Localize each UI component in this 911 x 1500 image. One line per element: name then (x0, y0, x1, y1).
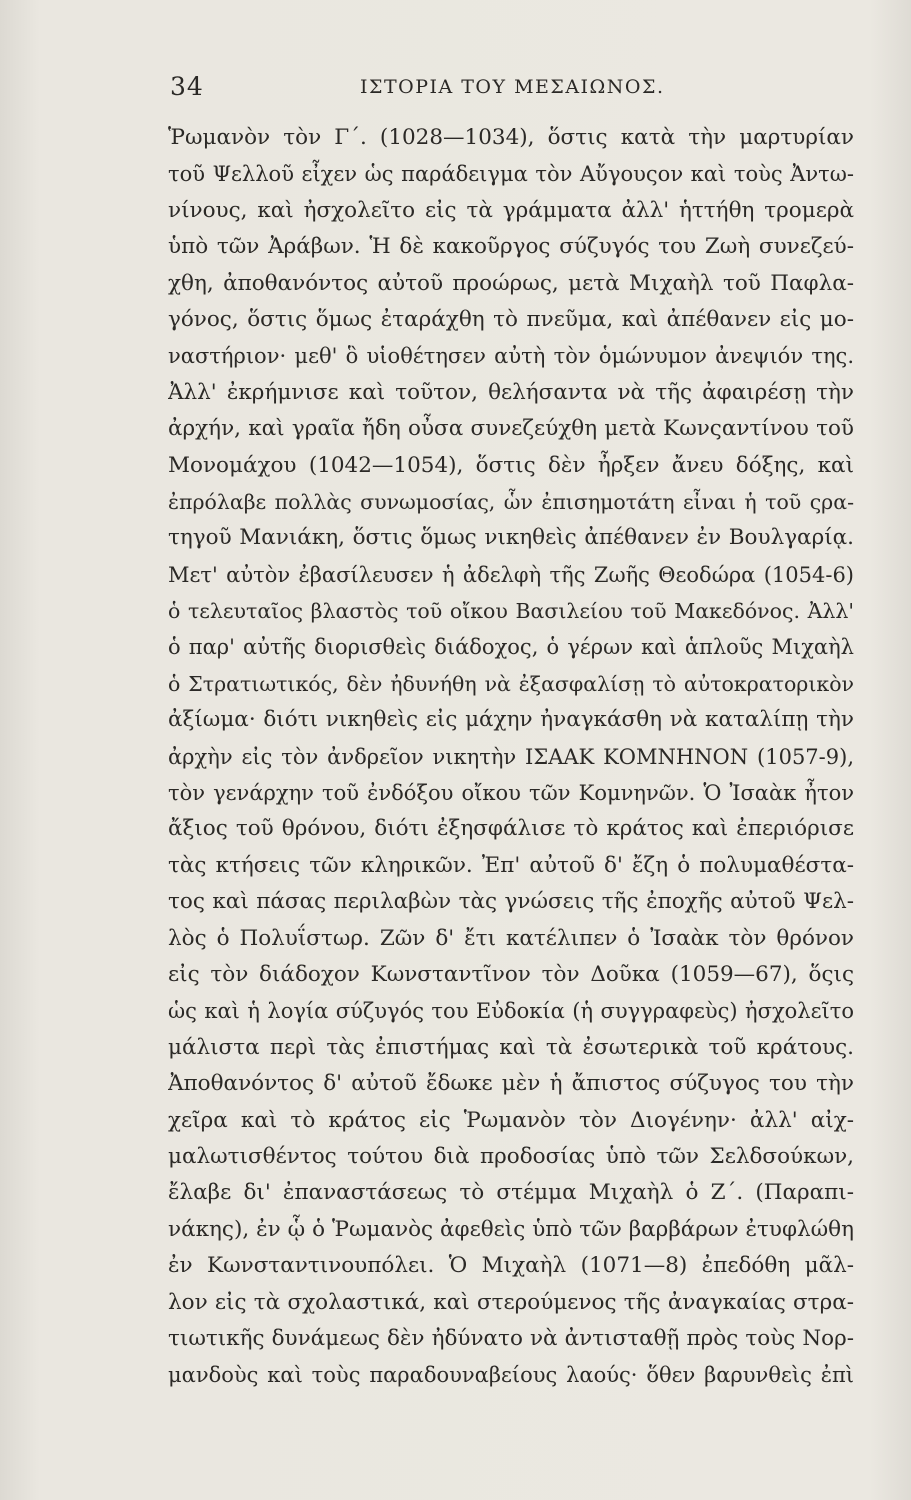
body-text (168, 120, 854, 1394)
text-line: λον εἰς τὰ σχολαστικά, καὶ στερούμενος τῆς ἀναγκαίας στρα- (168, 1289, 854, 1315)
text-line: ἀξίωμα· διότι νικηθεὶς εἰς μάχην ἠναγκάσθη νὰ καταλίπῃ τὴν (168, 707, 854, 733)
text-line: ἄξιος τοῦ θρόνου, διότι ἐξησφάλισε τὸ κράτος καὶ ἐπεριόρισε (168, 816, 854, 842)
text-line: τιωτικῆς δυνάμεως δὲν ἠδύνατο νὰ ἀντισταθῇ πρὸς τοὺς Νορ- (168, 1325, 854, 1351)
text-line: γόνος, ὅστις ὅμως ἐταράχθη τὸ πνεῦμα, καὶ ἀπέθανεν εἰς μο- (168, 306, 854, 332)
text-line: Ῥωμανὸν τὸν Γ΄. (1028—1034), ὅστις κατὰ τὴν μαρτυρίαν (168, 125, 854, 150)
text-line: τος καὶ πάσας περιλαβὼν τὰς γνώσεις τῆς ἐποχῆς αὐτοῦ Ψελ- (168, 889, 854, 915)
text-line: ἀρχήν, καὶ γραῖα ἤδη οὖσα συνεζεύχθη μετὰ Κωνςαντίνου τοῦ (168, 416, 854, 442)
text-line: νίνους, καὶ ἠσχολεῖτο εἰς τὰ γράμματα ἀλλ' ἡττήθη τρομερὰ (168, 197, 854, 223)
text-line: μάλιστα περὶ τὰς ἐπιστήμας καὶ τὰ ἐσωτερικὰ τοῦ κράτους. (168, 1034, 854, 1060)
text-line: ὡς καὶ ἡ λογία σύζυγός του Εὐδοκία (ἡ συγγραφεὺς) ἠσχολεῖτο (168, 999, 854, 1024)
text-line: ναστήριον· μεθ' ὃ υἱοθέτησεν αὐτὴ τὸν ὁμώνυμον ἀνεψιόν της. (168, 344, 854, 369)
page-number: 34 (170, 72, 204, 101)
text-line: ἐν Κωνσταντινουπόλει. Ὁ Μιχαὴλ (1071—8) ἐπεδόθη μᾶλ- (168, 1253, 854, 1279)
text-line: ὁ παρ' αὐτῆς διορισθεὶς διάδοχος, ὁ γέρων καὶ ἁπλοῦς Μιχαὴλ (168, 635, 854, 660)
text-line: τὰς κτήσεις τῶν κληρικῶν. Ἐπ' αὐτοῦ δ' ἔζη ὁ πολυμαθέστα- (168, 852, 854, 878)
text-line: χθη, ἀποθανόντος αὐτοῦ προώρως, μετὰ Μιχαὴλ τοῦ Παφλα- (168, 270, 854, 296)
text-line: ἔλαβε δι' ἐπαναστάσεως τὸ στέμμα Μιχαὴλ ὁ Ζ΄. (Παραπι- (168, 1180, 854, 1206)
text-line: ὁ Στρατιωτικός, δὲν ἠδυνήθη νὰ ἐξασφαλίσῃ τὸ αὐτοκρατορικὸν (168, 671, 854, 696)
text-line: Μονομάχου (1042—1054), ὅστις δὲν ἦρξεν ἄνευ δόξης, καὶ (168, 452, 854, 478)
text-line: Ἀποθανόντος δ' αὐτοῦ ἔδωκε μὲν ἡ ἄπιστος σύζυγος του τὴν (168, 1071, 854, 1097)
text-line: εἰς τὸν διάδοχον Κωνσταντῖνον τὸν Δοῦκα (1059—67), ὅςις (168, 961, 854, 987)
text-line: ὑπὸ τῶν Ἀράβων. Ἡ δὲ κακοῦργος σύζυγός του Ζωὴ συνεζεύ- (168, 234, 854, 260)
text-line: λὸς ὁ Πολυΐστωρ. Ζῶν δ' ἔτι κατέλιπεν ὁ Ἰσαὰκ τὸν θρόνον (168, 925, 854, 951)
text-line: μανδοὺς καὶ τοὺς παραδουναβείους λαούς· ὅθεν βαρυνθεὶς ἐπὶ (168, 1363, 854, 1388)
text-line: ἐπρόλαβε πολλὰς συνωμοσίας, ὧν ἐπισημοτάτη εἶναι ἡ τοῦ ςρα- (168, 489, 854, 514)
text-line: τὸν γενάρχην τοῦ ἐνδόξου οἴκου τῶν Κομνηνῶν. Ὁ Ἰσαὰκ ἦτον (168, 781, 854, 806)
text-line: μαλωτισθέντος τούτου διὰ προδοσίας ὑπὸ τῶν Σελδσούκων, (168, 1143, 854, 1169)
text-line: χεῖρα καὶ τὸ κράτος εἰς Ῥωμανὸν τὸν Διογένην· ἀλλ' αἰχ- (168, 1107, 854, 1133)
text-line: ἀρχὴν εἰς τὸν ἀνδρεῖον νικητὴν ΙΣΑΑΚ ΚΟΜΝΗΝΟΝ (1057-9), (168, 744, 854, 769)
running-title: ΙΣΤΟΡΙΑ ΤΟΥ ΜΕΣΑΙΩΝΟΣ. (360, 76, 665, 98)
text-line: Μετ' αὐτὸν ἐβασίλευσεν ἡ ἀδελφὴ τῆς Ζωῆς Θεοδώρα (1054-6) (168, 562, 854, 587)
text-line: ὁ τελευταῖος βλαστὸς τοῦ οἴκου Βασιλείου τοῦ Μακεδόνος. Ἀλλ' (168, 599, 854, 624)
text-line: νάκης), ἐν ᾧ ὁ Ῥωμανὸς ἀφεθεὶς ὑπὸ τῶν βαρβάρων ἐτυφλώθη (168, 1216, 854, 1242)
text-line: τοῦ Ψελλοῦ εἶχεν ὡς παράδειγμα τὸν Αὔγουςον καὶ τοὺς Ἀντω- (168, 162, 854, 187)
text-line: τηγοῦ Μανιάκη, ὅστις ὅμως νικηθεὶς ἀπέθανεν ἐν Βουλγαρίᾳ. (168, 525, 854, 551)
text-line: Ἀλλ' ἐκρήμνισε καὶ τοῦτον, θελήσαντα νὰ τῆς ἀφαιρέσῃ τὴν (168, 379, 854, 405)
page-header (170, 72, 853, 106)
